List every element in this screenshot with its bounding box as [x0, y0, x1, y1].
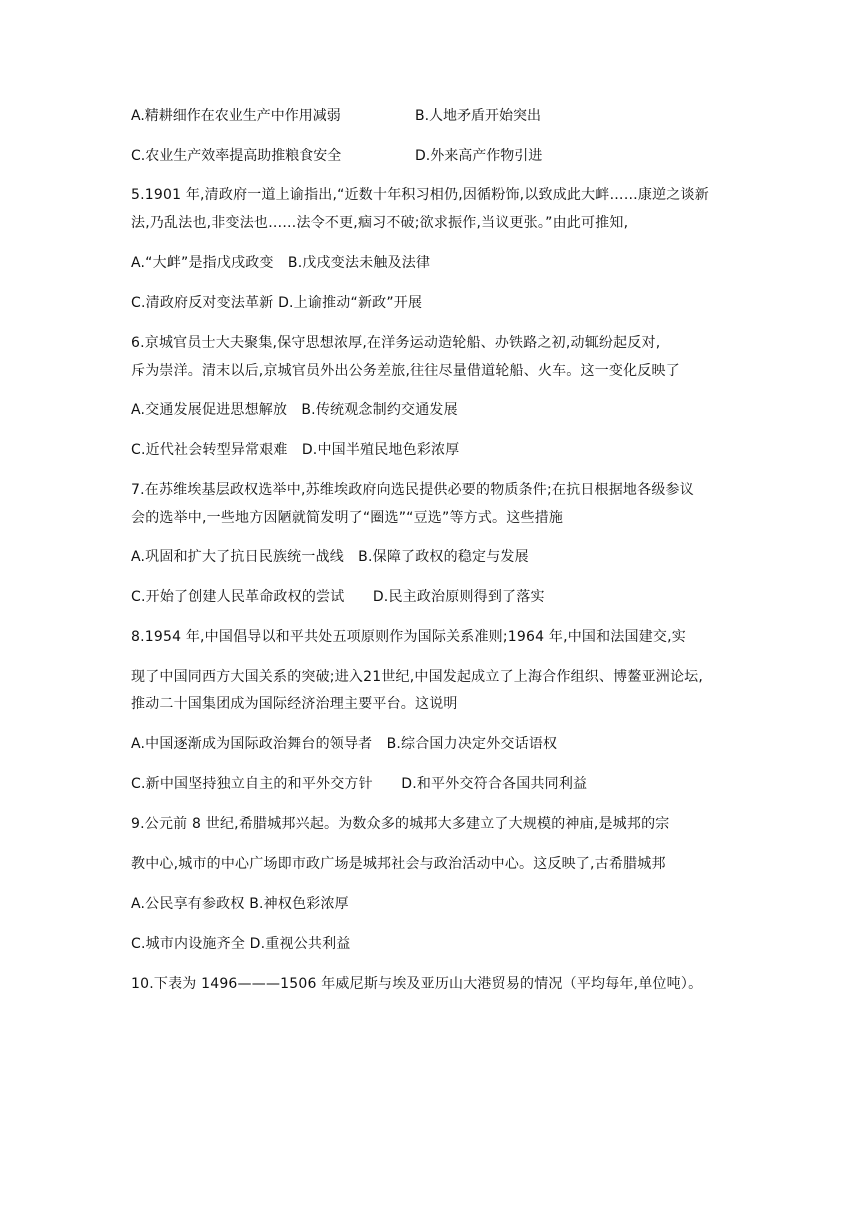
q5-options-cd: C.清政府反对变法革新 D.上谕推动“新政”开展 [131, 295, 423, 311]
q10-stem-line-1: 10.下表为 1496———1506 年威尼斯与埃及亚历山大港贸易的情况（平均每年,单位吨）。 [131, 976, 703, 992]
q4-option-b: B.人地矛盾开始突出 [415, 108, 542, 124]
q9-options-cd: C.城市内设施齐全 D.重视公共利益 [131, 936, 351, 952]
q5-stem-line-1: 5.1901 年,清政府一道上谕指出,“近数十年积习相仍,因循粉饰,以致成此大衅……康逆之谈新 [131, 187, 709, 203]
q7-stem-line-2: 会的选举中,一些地方因陋就简发明了“圈选”“豆选”等方式。这些措施 [131, 510, 564, 526]
q7-options-ab: A.巩固和扩大了抗日民族统一战线 B.保障了政权的稳定与发展 [131, 549, 529, 565]
q6-options-cd: C.近代社会转型异常艰难 D.中国半殖民地色彩浓厚 [131, 442, 460, 458]
q7-stem-line-1: 7.在苏维埃基层政权选举中,苏维埃政府向选民提供必要的物质条件;在抗日根据地各级参议 [131, 482, 694, 498]
q5-options-ab: A.“大衅”是指戊戌政变 B.戊戌变法未触及法律 [131, 255, 431, 271]
q8-options-cd: C.新中国坚持独立自主的和平外交方针 D.和平外交符合各国共同利益 [131, 776, 588, 792]
q4-option-d: D.外来高产作物引进 [415, 148, 543, 164]
q6-stem-line-2: 斥为崇洋。清末以后,京城官员外出公务差旅,往往尽量借道轮船、火车。这一变化反映了 [131, 363, 680, 379]
q9-stem-line-1: 9.公元前 8 世纪,希腊城邦兴起。为数众多的城邦大多建立了大规模的神庙,是城邦的宗 [131, 816, 670, 832]
q6-options-ab: A.交通发展促进思想解放 B.传统观念制约交通发展 [131, 402, 458, 418]
q7-options-cd: C.开始了创建人民革命政权的尝试 D.民主政治原则得到了落实 [131, 589, 545, 605]
q9-stem-line-2: 教中心,城市的中心广场即市政广场是城邦社会与政治活动中心。这反映了,古希腊城邦 [131, 856, 666, 872]
q8-stem-line-1: 8.1954 年,中国倡导以和平共处五项原则作为国际关系准则;1964 年,中国和法国建交,实 [131, 629, 686, 645]
q8-stem-line-3: 推动二十国集团成为国际经济治理主要平台。这说明 [131, 696, 458, 712]
q5-stem-line-2: 法,乃乱法也,非变法也……法令不更,痼习不破;欲求振作,当议更张。”由此可推知, [131, 215, 629, 231]
q6-stem-line-1: 6.京城官员士大夫聚集,保守思想浓厚,在洋务运动造轮船、办铁路之初,动辄纷起反对, [131, 335, 661, 351]
q9-options-ab: A.公民享有参政权 B.神权色彩浓厚 [131, 896, 349, 912]
q4-option-a: A.精耕细作在农业生产中作用减弱 [131, 108, 341, 124]
q4-option-c: C.农业生产效率提高助推粮食安全 [131, 148, 342, 164]
q8-options-ab: A.中国逐渐成为国际政治舞台的领导者 B.综合国力决定外交话语权 [131, 736, 558, 752]
q8-stem-line-2: 现了中国同西方大国关系的突破;进入21世纪,中国发起成立了上海合作组织、博鳌亚洲论坛, [131, 669, 704, 685]
